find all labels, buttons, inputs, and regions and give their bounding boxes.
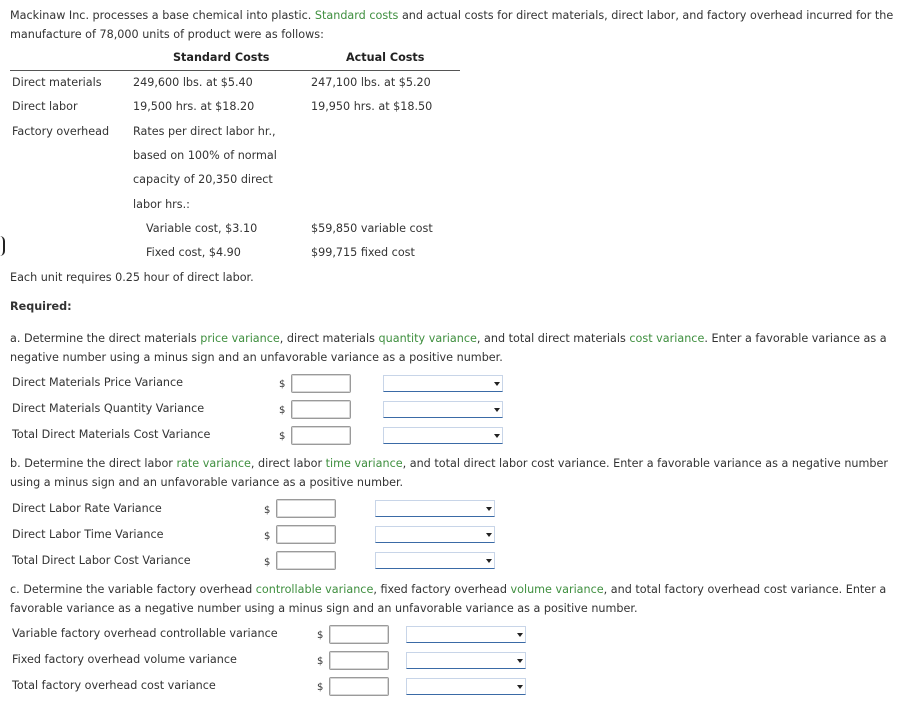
dl-rate-currency: $ — [264, 505, 271, 516]
overhead-standard-line-1: Rates per direct labor hr., — [133, 125, 276, 138]
dl-time-variance-label: Direct Labor Time Variance — [12, 528, 164, 541]
chevron-down-icon — [494, 408, 500, 412]
cost-variance-link[interactable]: cost variance — [629, 332, 705, 345]
part-c-instructions — [10, 580, 915, 618]
row-label-factory-overhead: Factory overhead — [12, 125, 110, 138]
problem-intro — [10, 6, 910, 44]
volume-variance-link[interactable]: volume variance — [510, 583, 604, 596]
fixed-cost-actual: $99,715 fixed cost — [311, 246, 415, 259]
direct-materials-actual: 247,100 lbs. at $5.20 — [311, 76, 431, 89]
vfo-controllable-currency: $ — [317, 630, 324, 641]
fo-total-currency: $ — [317, 682, 324, 693]
part-c-text-1: c. Determine the variable factory overhead — [10, 583, 256, 596]
part-b-text-3: , and total direct labor cost variance. Enter a favorable variance as a negative number using a minus sign and an unfavorable variance as a positive number. — [10, 457, 889, 489]
left-edge-marker — [0, 236, 5, 256]
fo-total-variance-select[interactable] — [406, 678, 526, 695]
ffo-volume-variance-select[interactable] — [406, 652, 526, 669]
dl-rate-variance-select[interactable] — [375, 500, 495, 517]
dl-time-variance-select[interactable] — [375, 526, 495, 543]
time-variance-link[interactable]: time variance — [325, 457, 403, 470]
overhead-standard-line-2: based on 100% of normal — [133, 149, 277, 162]
price-variance-link[interactable]: price variance — [200, 332, 280, 345]
dl-total-variance-label: Total Direct Labor Cost Variance — [12, 554, 191, 567]
chevron-down-icon — [494, 382, 500, 386]
direct-labor-standard: 19,500 hrs. at $18.20 — [133, 100, 255, 113]
variable-cost-actual: $59,850 variable cost — [311, 222, 433, 235]
rate-variance-link[interactable]: rate variance — [176, 457, 251, 470]
chevron-down-icon — [517, 659, 523, 663]
fixed-cost-standard: Fixed cost, $4.90 — [146, 246, 241, 259]
dm-quantity-variance-select[interactable] — [383, 401, 503, 418]
required-heading: Required: — [10, 300, 72, 313]
part-a-instructions — [10, 329, 915, 367]
header-standard-costs: Standard Costs — [173, 51, 270, 64]
fo-total-variance-label: Total factory overhead cost variance — [12, 679, 216, 692]
dm-total-variance-input[interactable] — [291, 426, 351, 445]
part-b-instructions — [10, 454, 915, 492]
dm-price-variance-input[interactable] — [291, 374, 351, 393]
intro-text-1: Mackinaw Inc. processes a base chemical into plastic. — [10, 9, 315, 22]
row-label-direct-materials: Direct materials — [12, 76, 102, 89]
dl-total-variance-select[interactable] — [375, 552, 495, 569]
table-header-rule — [10, 70, 460, 71]
dm-price-variance-label: Direct Materials Price Variance — [12, 376, 184, 389]
dl-rate-variance-input[interactable] — [276, 499, 336, 518]
standard-costs-link[interactable]: Standard costs — [314, 9, 399, 22]
vfo-controllable-variance-input[interactable] — [329, 625, 389, 644]
ffo-volume-currency: $ — [317, 656, 324, 667]
overhead-standard-line-3: capacity of 20,350 direct — [133, 173, 273, 186]
part-c-text-3: , and total factory overhead cost variance. Enter a favorable variance as a negative number using a minus sign and an unfavorable variance as a positive number. — [10, 583, 887, 615]
part-b-text-2: , direct labor — [250, 457, 326, 470]
dm-total-variance-label: Total Direct Materials Cost Variance — [12, 428, 211, 441]
chevron-down-icon — [494, 434, 500, 438]
dm-price-variance-select[interactable] — [383, 375, 503, 392]
dm-quantity-variance-label: Direct Materials Quantity Variance — [12, 402, 205, 415]
quantity-variance-link[interactable]: quantity variance — [378, 332, 477, 345]
direct-labor-actual: 19,950 hrs. at $18.50 — [311, 100, 433, 113]
part-b-text-1: b. Determine the direct labor — [10, 457, 177, 470]
dm-price-currency: $ — [279, 379, 286, 390]
ffo-volume-variance-input[interactable] — [329, 651, 389, 670]
dl-time-currency: $ — [264, 531, 271, 542]
dl-rate-variance-label: Direct Labor Rate Variance — [12, 502, 162, 515]
chevron-down-icon — [486, 533, 492, 537]
dm-quantity-currency: $ — [279, 405, 286, 416]
part-a-text-3: , and total direct materials — [476, 332, 630, 345]
vfo-controllable-variance-label: Variable factory overhead controllable variance — [12, 627, 278, 640]
dl-time-variance-input[interactable] — [276, 525, 336, 544]
variable-cost-standard: Variable cost, $3.10 — [146, 222, 258, 235]
dm-total-variance-select[interactable] — [383, 427, 503, 444]
part-c-text-2: , fixed factory overhead — [373, 583, 511, 596]
header-actual-costs: Actual Costs — [346, 51, 425, 64]
fo-total-variance-input[interactable] — [329, 677, 389, 696]
chevron-down-icon — [486, 507, 492, 511]
dm-quantity-variance-input[interactable] — [291, 400, 351, 419]
part-a-text-2: , direct materials — [279, 332, 379, 345]
chevron-down-icon — [486, 559, 492, 563]
chevron-down-icon — [517, 685, 523, 689]
ffo-volume-variance-label: Fixed factory overhead volume variance — [12, 653, 237, 666]
chevron-down-icon — [517, 633, 523, 637]
part-a-text-4: . Enter a favorable variance as a negative number using a minus sign and an unfavorable variance as a positive number. — [10, 332, 887, 364]
intro-text-2: and actual costs for direct materials, direct labor, and factory overhead incurred for the manufacture of 78,000 units of product were as follows: — [10, 9, 894, 41]
dm-total-currency: $ — [279, 431, 286, 442]
dl-total-currency: $ — [264, 557, 271, 568]
unit-labor-note: Each unit requires 0.25 hour of direct labor. — [10, 271, 254, 284]
vfo-controllable-variance-select[interactable] — [406, 626, 526, 643]
dl-total-variance-input[interactable] — [276, 551, 336, 570]
overhead-standard-line-4: labor hrs.: — [133, 198, 190, 211]
part-a-text-1: a. Determine the direct materials — [10, 332, 201, 345]
row-label-direct-labor: Direct labor — [12, 100, 78, 113]
direct-materials-standard: 249,600 lbs. at $5.40 — [133, 76, 253, 89]
controllable-variance-link[interactable]: controllable variance — [255, 583, 374, 596]
